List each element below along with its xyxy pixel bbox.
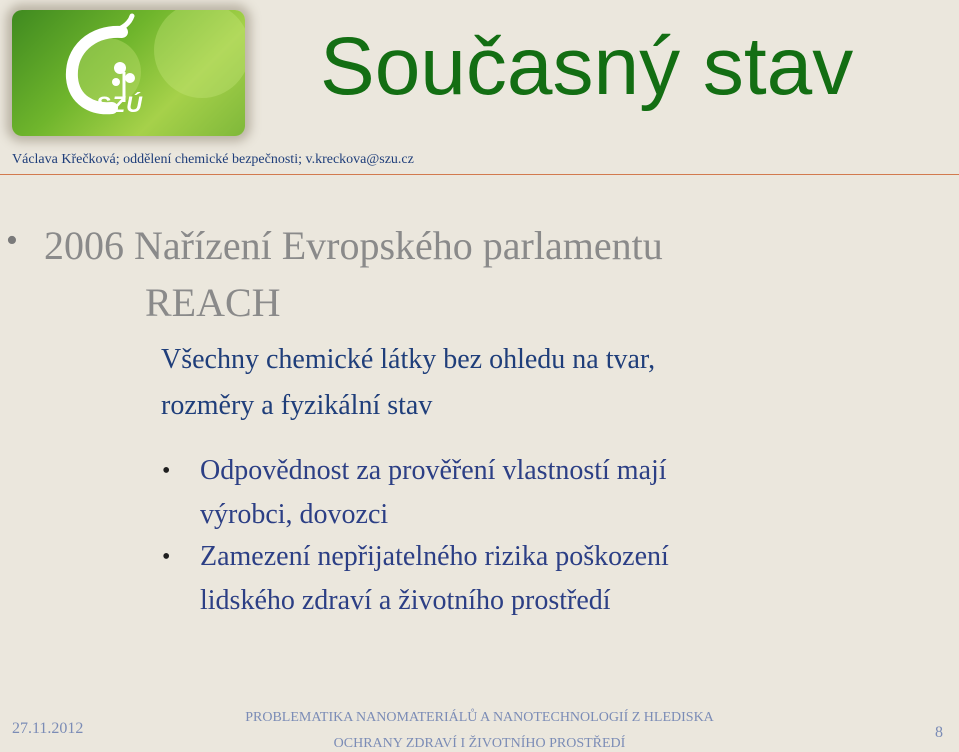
level2-line: rozměry a fyzikální stav (161, 390, 433, 421)
level1-line: REACH (145, 280, 281, 325)
page-number: 8 (935, 724, 943, 741)
footer-title-line2: OCHRANY ZDRAVÍ I ŽIVOTNÍHO PROSTŘEDÍ (333, 736, 626, 751)
level3-line: výrobci, dovozci (200, 499, 389, 530)
slide-title: Současný stav (320, 21, 854, 112)
logo-text: SZÚ (96, 92, 143, 117)
level3-line: Zamezení nepřijatelného rizika poškození (200, 541, 669, 572)
bullet-marker: • (162, 458, 171, 484)
header-divider (0, 174, 959, 175)
bullet-marker: • (6, 222, 18, 259)
footer-title-line1: PROBLEMATIKA NANOMATERIÁLŮ A NANOTECHNOLOGIÍ Z HLEDISKA (245, 710, 714, 725)
bullet-marker: • (162, 544, 171, 570)
level1-line: 2006 Nařízení Evropského parlamentu (44, 223, 663, 268)
level3-line: Odpovědnost za prověření vlastností mají (200, 455, 667, 486)
level2-line: Všechny chemické látky bez ohledu na tvar, (161, 344, 656, 375)
author-line: Václava Křečková; oddělení chemické bezpečnosti; v.kreckova@szu.cz (12, 152, 414, 167)
footer-date: 27.11.2012 (12, 720, 84, 737)
szu-logo (12, 10, 245, 136)
level3-line: lidského zdraví a životního prostředí (200, 585, 611, 616)
